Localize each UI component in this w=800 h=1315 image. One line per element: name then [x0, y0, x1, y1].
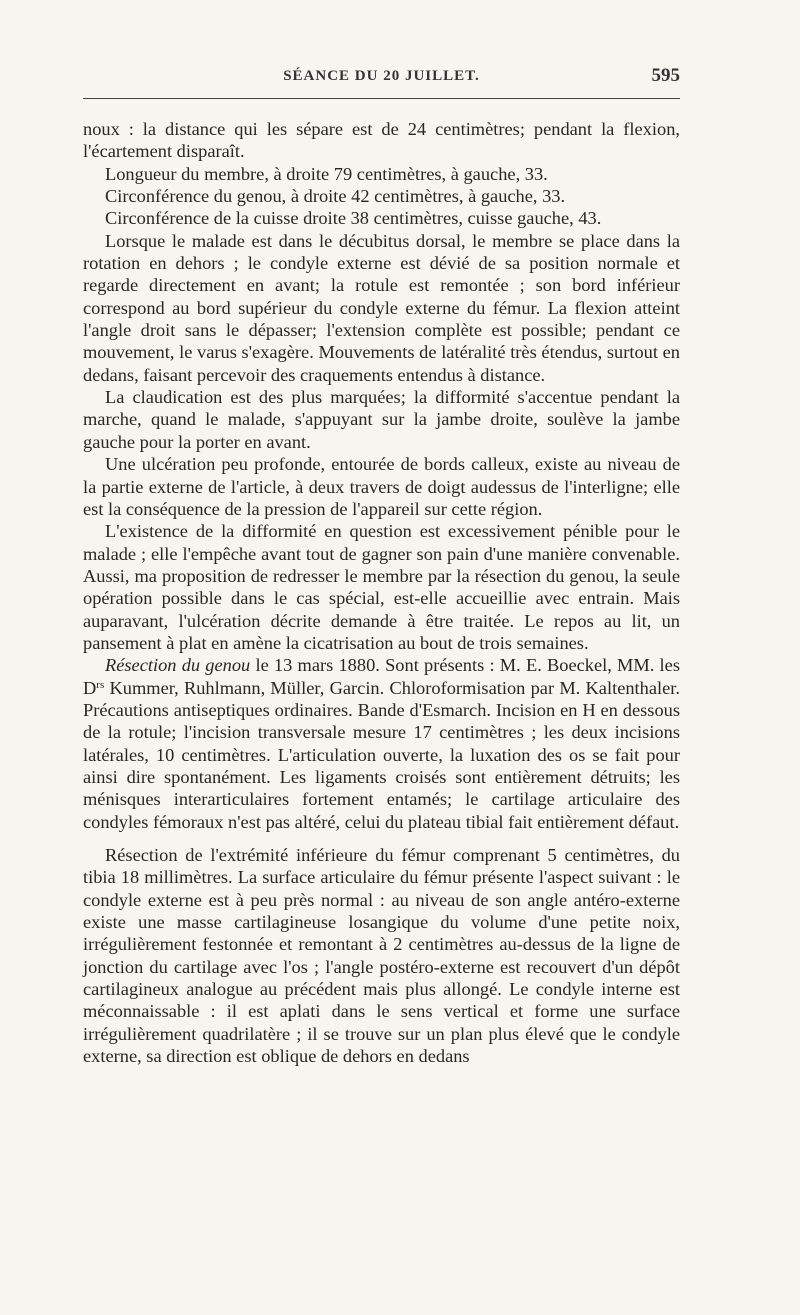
resection-title: Résection du genou	[105, 655, 251, 676]
paragraph: Une ulcération peu profonde, entourée de bords calleux, existe au niveau de la partie externe de l'article, à deux travers de doigt audessus de l'interligne; elle est la conséquence de la pression de l'appareil sur cette région.	[83, 454, 680, 519]
paragraph: Circonférence du genou, à droite 42 centimètres, à gauche, 33.	[105, 186, 566, 207]
paragraph: noux : la distance qui les sépare est de 24 centimètres; pendant la flexion, l'écartement disparaît.	[83, 119, 680, 162]
doctors-superscript: rs	[96, 678, 105, 691]
paragraph: Longueur du membre, à droite 79 centimètres, à gauche, 33.	[105, 163, 548, 184]
paragraph: Lorsque le malade est dans le décubitus dorsal, le membre se place dans la rotation en dehors ; le condyle externe est dévié de sa position normale et regarde directement en avant; la rotule est remontée ; son bord inférieur correspond au bord supérieur du condyle externe du fémur. La flexion atteint l'angle droit sans le dépasser; l'extension complète est possible; pendant ce mouvement, le varus s'exagère. Mouvements de latéralité très étendus, surtout en dedans, faisant percevoir des craquements entendus à distance.	[83, 230, 680, 385]
resection-text-start: le 13 mars 1880. Sont présents : M. E. Boeckel, MM. les D	[83, 655, 680, 698]
running-header	[83, 60, 680, 90]
header-rule	[83, 98, 680, 99]
paragraph: Circonférence de la cuisse droite 38 centimètres, cuisse gauche, 43.	[105, 208, 602, 229]
paragraph: Résection de l'extrémité inférieure du fémur comprenant 5 centimètres, du tibia 18 millimètres. La surface articulaire du fémur présente l'aspect suivant : le condyle externe est à peu près normal : au niveau de son angle antéro-externe existe une masse cartilagineuse losangique du volume d'une petite noix, irrégulièrement festonnée et remontant à 2 centimètres au-dessus de la ligne de jonction du cartilage avec l'os ; l'angle postéro-externe est recouvert d'un dépôt cartilagineux analogue au précédent mais plus allongé. Le condyle interne est méconnaissable : il est aplati dans le sens vertical et forme une surface irrégulièrement quadrilatère ; il se trouve sur un plan plus élevé que le condyle externe, sa direction est oblique de dehors en dedans	[83, 845, 680, 1067]
header-title: SÉANCE DU 20 JUILLET.	[283, 68, 480, 84]
resection-text-end: Kummer, Ruhlmann, Müller, Garcin. Chloroformisation par M. Kaltenthaler. Précautions antiseptiques ordinaires. Bande d'Esmarch. Incision en H en dessous de la rotule; l'incision transversale mesure 17 centimètres ; les deux incisions latérales, 10 centimètres. L'articulation ouverte, la luxation des os se fait pour ainsi dire spontanément. Les ligaments croisés sont entièrement détruits; les ménisques interarticulaires fortement entamés; le cartilage articulaire des condyles fémoraux n'est pas altéré, celui du plateau tibial fait entièrement défaut.	[83, 677, 680, 832]
page-number: 595	[651, 65, 680, 86]
paragraph: La claudication est des plus marquées; la difformité s'accentue pendant la marche, quand le malade, s'appuyant sur la jambe droite, soulève la jambe gauche pour la porter en avant.	[83, 387, 680, 452]
paragraph: L'existence de la difformité en question est excessivement pénible pour le malade ; elle l'empêche avant tout de gagner son pain d'une manière convenable. Aussi, ma proposition de redresser le membre par la résection du genou, la seule opération possible dans le cas spécial, est-elle accueillie avec entrain. Mais auparavant, l'ulcération décrite demande à être traitée. Le repos au lit, un pansement à plat en amène la cicatrisation au bout de trois semaines.	[83, 521, 680, 653]
body-text	[83, 118, 680, 1067]
resection-paragraph	[83, 654, 680, 833]
